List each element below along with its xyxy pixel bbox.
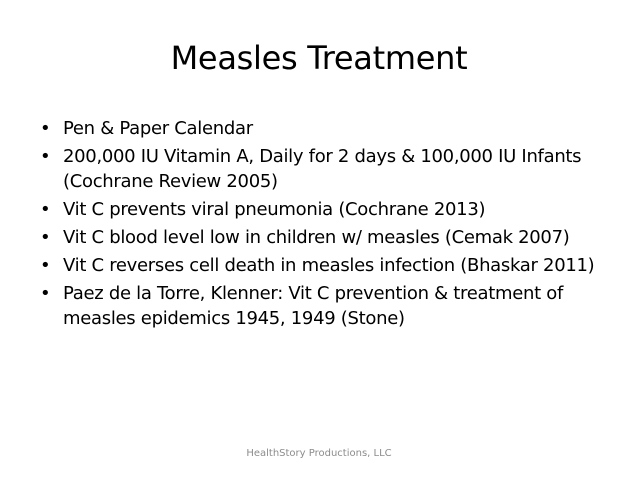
bullet-icon: • xyxy=(40,255,51,276)
bullet-item xyxy=(40,144,630,194)
bullet-text: 200,000 IU Vitamin A, Daily for 2 days & 100,000 IU Infants (Cochrane Review 2005) xyxy=(63,146,582,192)
slide-title: Measles Treatment xyxy=(170,39,468,77)
bullet-item xyxy=(40,225,630,250)
bullet-icon: • xyxy=(40,283,51,304)
bullet-list xyxy=(40,116,630,334)
bullet-item xyxy=(40,197,630,222)
bullet-text: Vit C blood level low in children w/ measles (Cemak 2007) xyxy=(63,227,570,248)
bullet-item xyxy=(40,116,630,141)
bullet-icon: • xyxy=(40,118,51,139)
bullet-icon: • xyxy=(40,227,51,248)
bullet-item xyxy=(40,253,630,278)
bullet-item xyxy=(40,281,630,331)
slide-footer: HealthStory Productions, LLC xyxy=(246,448,392,459)
bullet-text: Pen & Paper Calendar xyxy=(63,118,253,139)
bullet-text: Vit C prevents viral pneumonia (Cochrane 2013) xyxy=(63,199,486,220)
bullet-text: Paez de la Torre, Klenner: Vit C prevention & treatment of measles epidemics 1945, 1949 (Stone) xyxy=(63,283,564,329)
bullet-icon: • xyxy=(40,199,51,220)
bullet-text: Vit C reverses cell death in measles infection (Bhaskar 2011) xyxy=(63,255,595,276)
bullet-icon: • xyxy=(40,146,51,167)
